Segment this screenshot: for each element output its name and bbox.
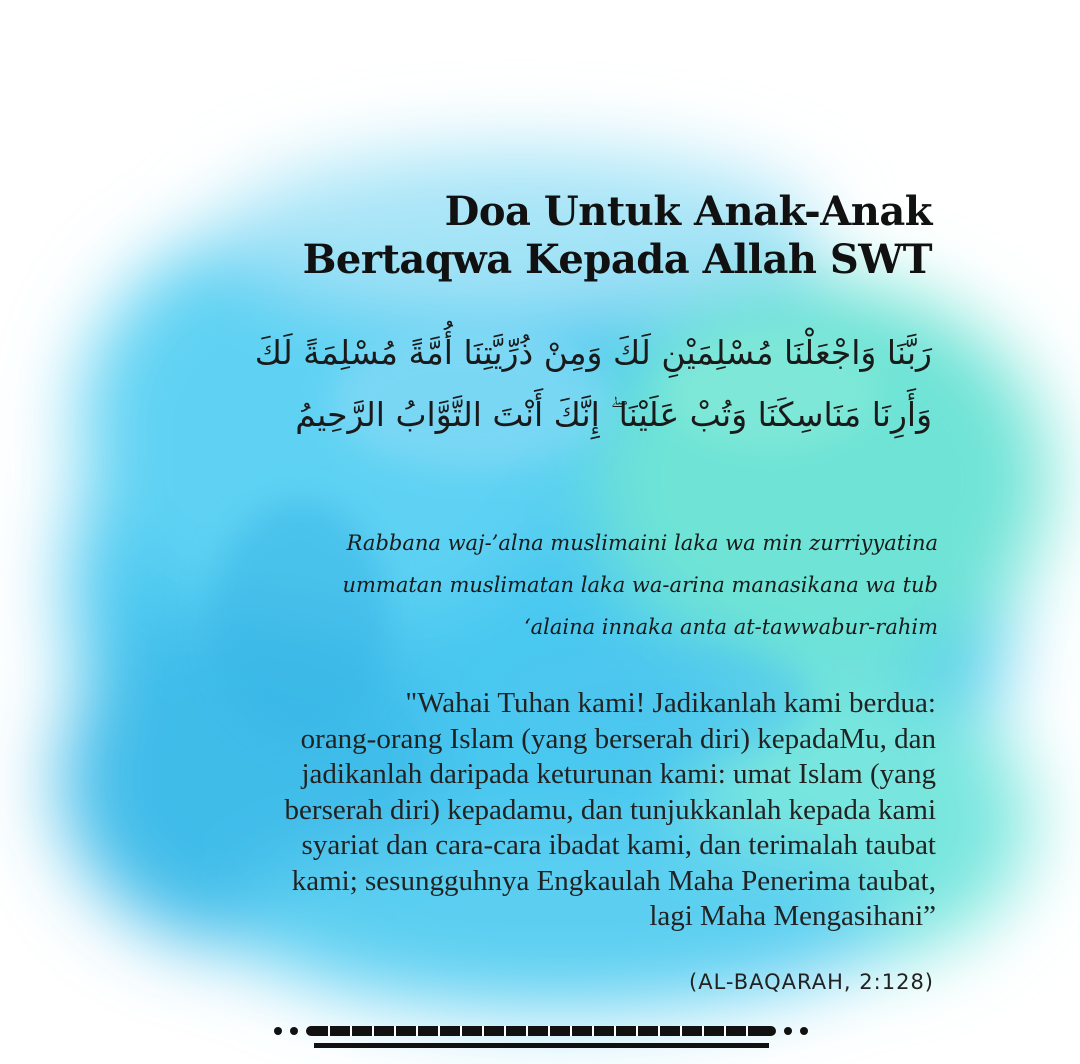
page-title <box>303 188 932 284</box>
transliteration-line-3: ‘alaina innaka anta at-tawwabur-rahim <box>523 615 938 639</box>
title-line-1: Doa Untuk Anak-Anak <box>444 188 932 235</box>
translation-line-6: kami; sesungguhnya Engkaulah Maha Penerima taubat, <box>291 864 936 897</box>
translation-line-3: jadikanlah daripada keturunan kami: umat Islam (yang <box>301 758 936 790</box>
transliteration-line-2: ummatan muslimatan laka wa-arina manasikana wa tub <box>342 573 938 597</box>
arabic-verse: رَبَّنَا وَاجْعَلْنَا مُسْلِمَيْنِ لَكَ وَمِنْ ذُرِّيَّتِنَا أُمَّةً مُسْلِمَةً لَكَ وَأَرِنَا مَنَاسِكَنَا وَتُبْ عَلَيْنَا ۖ إِنَّكَ أَنْتَ التَّوَّابُ الرَّحِيمُ <box>254 333 932 434</box>
translation-line-5: syariat dan cara-cara ibadat kami, dan terimalah taubat <box>301 829 936 861</box>
translation-line-7: lagi Maha Mengasihani” <box>649 900 936 932</box>
translation-text <box>285 686 936 935</box>
decorative-divider <box>270 1022 815 1052</box>
title-line-2: Bertaqwa Kepada Allah SWT <box>302 236 932 283</box>
transliteration <box>342 522 938 648</box>
translation-line-1: "Wahai Tuhan kami! Jadikanlah kami berdua: <box>405 687 936 719</box>
translation-line-2: orang-orang Islam (yang berserah diri) kepadaMu, dan <box>300 722 936 755</box>
transliteration-line-1: Rabbana waj-’alna muslimaini laka wa min zurriyyatina <box>346 531 938 555</box>
translation-line-4: berserah diri) kepadamu, dan tunjukkanlah kepada kami <box>284 793 936 826</box>
verse-reference: (AL-BAQARAH, 2:128) <box>689 970 934 994</box>
